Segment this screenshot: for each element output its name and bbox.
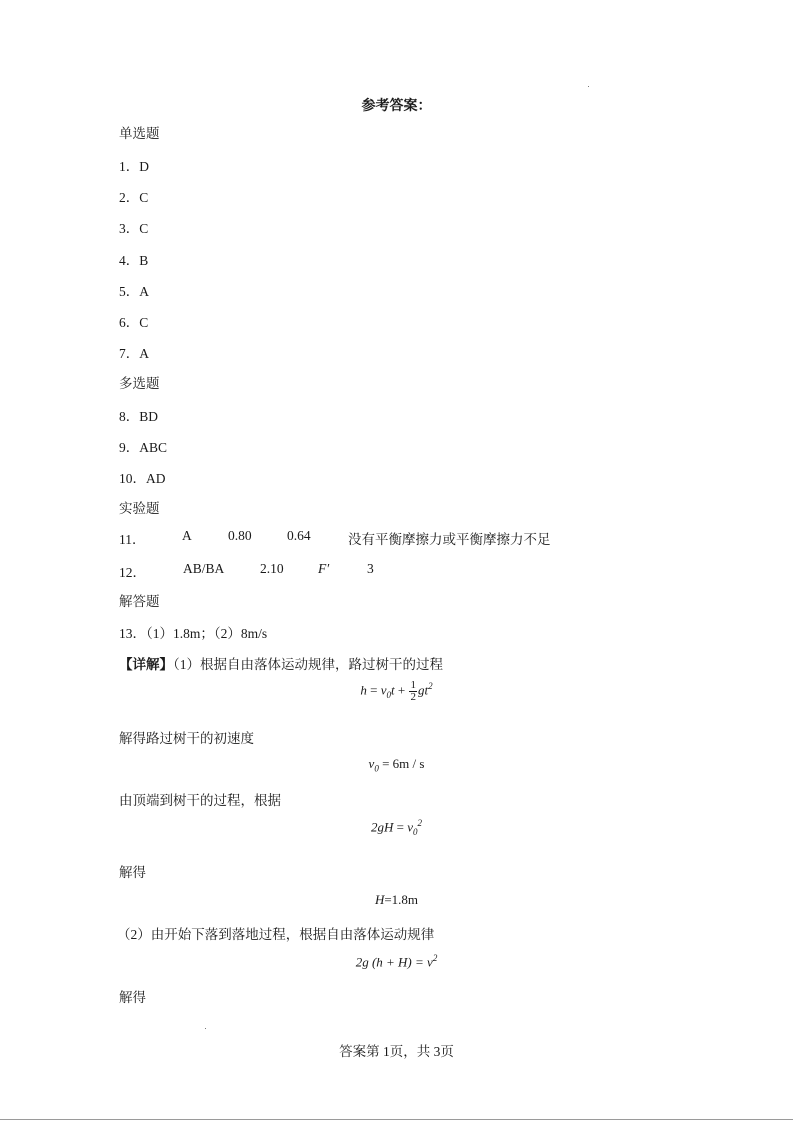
answer-11-number: 11．: [119, 532, 146, 547]
section-single-choice: 单选题: [119, 126, 160, 141]
formula-5-sup: 2: [432, 953, 438, 963]
detail-paragraph-4: 解得: [119, 865, 146, 880]
fraction-denominator: 2: [410, 691, 416, 703]
page-bottom-border: [0, 1119, 793, 1120]
answer-11-cell-2: 0.80: [228, 528, 252, 543]
detail-text: （1）根据自由落体运动规律，路过树干的过程: [173, 657, 443, 672]
formula-1-sub: 0: [386, 690, 392, 701]
answer-2: 2．C: [119, 190, 149, 205]
detail-paragraph-6: 解得: [119, 990, 146, 1005]
answer-12-row: [119, 561, 146, 581]
section-experiment: 实验题: [119, 501, 160, 516]
answer-12-cell-3: F′: [318, 561, 330, 576]
formula-1-gt: gt: [417, 682, 429, 698]
formula-3-sub: 0: [413, 826, 418, 837]
fraction-numerator: 1: [410, 679, 416, 691]
detail-paragraph-2: 解得路过树干的初速度: [119, 731, 254, 746]
answer-8: 8．BD: [119, 409, 159, 424]
formula-3-eq: =: [393, 819, 408, 835]
formula-3: [0, 818, 793, 837]
answer-1: 1．D: [119, 159, 149, 174]
answer-11-cell-3: 0.64: [287, 528, 311, 543]
answer-9: 9．ABC: [119, 440, 168, 455]
answer-12-cell-2: 2.10: [260, 561, 284, 576]
detail-paragraph-5: （2）由开始下落到落地过程，根据自由落体运动规律: [117, 927, 435, 942]
answer-7: 7．A: [119, 346, 149, 361]
answer-12-number: 12．: [119, 565, 146, 580]
formula-3-lhs: 2gH: [370, 819, 394, 835]
answer-11-row: [119, 528, 146, 548]
answer-4: 4．B: [119, 253, 149, 268]
formula-2-rest: = 6m / s: [378, 756, 425, 771]
formula-5-expr: 2g (h + H) = v: [355, 954, 433, 970]
answer-11-cell-1: A: [182, 528, 192, 543]
answer-12-cell-1: AB/BA: [183, 561, 225, 576]
formula-4-h: H: [374, 892, 385, 907]
formula-2: [0, 756, 793, 774]
formula-1-sup: 2: [428, 681, 433, 692]
formula-3-v: v: [407, 819, 413, 835]
scan-speck: [205, 1028, 206, 1029]
answer-13: 13．（1）1.8m；（2）8m/s: [119, 626, 268, 641]
section-solution: 解答题: [119, 594, 160, 609]
page-footer: 答案第 1页，共 3页: [339, 1044, 454, 1059]
formula-1-fraction: [409, 680, 417, 703]
answer-12-cell-4: 3: [367, 561, 374, 576]
formula-1-v: v: [380, 682, 387, 698]
detail-tag: 【详解】: [119, 657, 173, 672]
answer-11-cell-4: 没有平衡摩擦力或平衡摩擦力不足: [348, 532, 551, 547]
answer-10: 10．AD: [119, 471, 166, 486]
formula-1-lhs: h: [360, 682, 367, 698]
formula-2-sub: 0: [374, 763, 379, 774]
formula-4: [0, 892, 793, 908]
answer-6: 6．C: [119, 315, 149, 330]
formula-5: [0, 953, 793, 970]
formula-1-plus: +: [394, 682, 409, 698]
section-multi-choice: 多选题: [119, 376, 160, 391]
formula-1-eq: =: [366, 682, 381, 698]
answer-5: 5．A: [119, 284, 149, 299]
answer-3: 3．C: [119, 221, 149, 236]
formula-3-sup: 2: [417, 818, 422, 828]
detail-paragraph-1: [119, 653, 443, 673]
formula-1: [0, 680, 793, 703]
formula-4-rest: =1.8m: [384, 892, 419, 907]
formula-1-t: t: [391, 682, 395, 698]
formula-2-v: v: [368, 756, 375, 771]
page-title: 参考答案：: [361, 99, 432, 114]
scan-speck: [588, 86, 589, 87]
detail-paragraph-3: 由顶端到树干的过程，根据: [119, 793, 281, 808]
